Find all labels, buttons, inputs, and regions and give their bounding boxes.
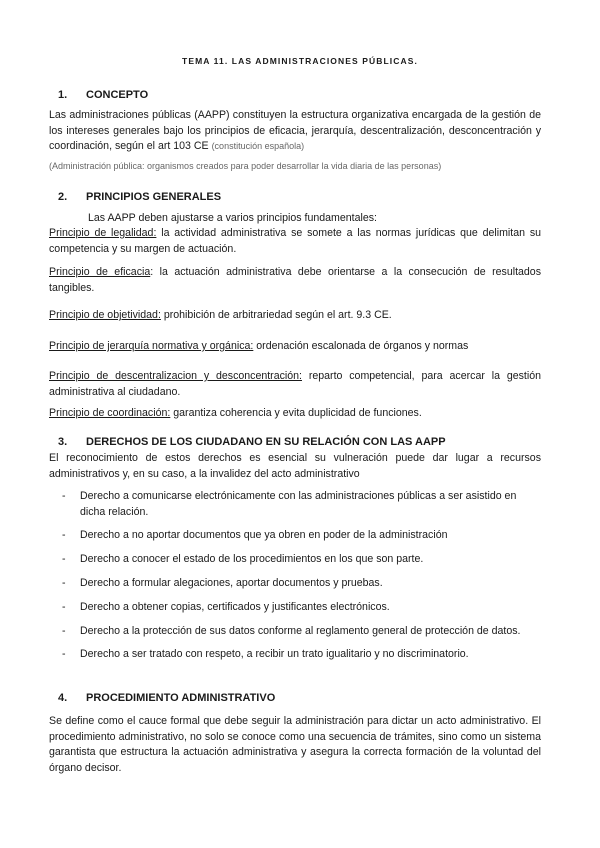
bullet-dash: -	[62, 600, 66, 613]
principle-item	[49, 308, 541, 324]
principle-text: la actividad administrativa se somete a las normas jurídicas que delimitan su competencia y su margen de actuación.	[49, 227, 542, 255]
bullet-dash: -	[62, 576, 66, 589]
bullet-dash: -	[62, 624, 66, 637]
procedure-paragraph: Se define como el cauce formal que debe seguir la administración para dictar un acto administrativo. El procedimiento administrativo, no solo se conoce como una secuencia de trámites, sino como un sistema garantista que estructura la actuación administrativa y asegura la correcta formación de la voluntad del órgano decisor.	[49, 715, 541, 774]
principle-name: Principio de objetividad:	[49, 309, 161, 321]
rights-intro: El reconocimiento de estos derechos es esencial su vulneración puede dar lugar a recursos administrativos y, en su caso, a la invalidez del acto administrativo	[49, 452, 541, 480]
section-2-title: PRINCIPIOS GENERALES	[86, 191, 222, 203]
list-item	[62, 576, 544, 592]
principle-text: garantiza coherencia y evita duplicidad de funciones.	[170, 407, 422, 419]
principle-name: Principio de coordinación:	[49, 407, 171, 419]
principle-item	[49, 369, 541, 400]
principle-item	[49, 265, 541, 296]
section-3-title: DERECHOS DE LOS CIUDADANO EN SU RELACIÓN CON LAS AAPP	[86, 436, 446, 448]
section-4-heading	[58, 692, 275, 704]
section-1-title: CONCEPTO	[86, 89, 149, 101]
principle-item	[49, 339, 541, 355]
principle-item	[49, 406, 541, 422]
rights-list	[62, 489, 544, 671]
principle-text: : la actuación administrativa debe orientarse a la consecución de resultados tangibles.	[49, 266, 541, 294]
document-title: TEMA 11. LAS ADMINISTRACIONES PÚBLICAS.	[182, 56, 418, 66]
bullet-dash: -	[62, 529, 66, 542]
principles-intro: Las AAPP deben ajustarse a varios principios fundamentales:	[88, 212, 377, 224]
list-item	[62, 489, 544, 520]
principle-item	[49, 226, 541, 257]
section-2-heading	[58, 191, 221, 203]
principle-text: ordenación escalonada de órganos y normas	[253, 340, 469, 352]
concept-text: Las administraciones públicas (AAPP) constituyen la estructura organizativa encargada de la gestión de los intereses generales bajo los principios de eficacia, jerarquía, descentralización, desconcentración y coordinación, según el art 103 CE	[49, 109, 541, 153]
concept-parenthetical: (constitución española)	[211, 141, 305, 152]
list-item	[62, 528, 544, 544]
right-text: Derecho a conocer el estado de los procedimientos en los que son parte.	[80, 553, 424, 566]
bullet-dash: -	[62, 553, 66, 566]
section-1-paragraph	[49, 108, 541, 155]
principle-name: Principio de jerarquía normativa y orgánica:	[49, 340, 254, 352]
right-text: Derecho a formular alegaciones, aportar documentos y pruebas.	[80, 576, 383, 589]
principle-name: Principio de descentralizacion y desconcentración:	[49, 370, 302, 382]
section-1-number: 1.	[58, 89, 68, 101]
list-item	[62, 552, 544, 568]
section-4-number: 4.	[58, 692, 68, 704]
right-text: Derecho a obtener copias, certificados y justificantes electrónicos.	[80, 600, 390, 613]
concept-note: (Administración pública: organismos creados para poder desarrollar la vida diaria de las personas)	[49, 161, 442, 171]
section-2-number: 2.	[58, 191, 68, 203]
principle-text: reparto competencial, para acercar la gestión administrativa al ciudadano.	[49, 370, 541, 398]
right-text: Derecho a ser tratado con respeto, a recibir un trato igualitario y no discriminatorio.	[80, 648, 469, 661]
right-text: Derecho a la protección de sus datos conforme al reglamento general de protección de datos.	[80, 624, 521, 637]
principle-name: Principio de eficacia	[49, 266, 151, 278]
section-3-number: 3.	[58, 436, 68, 448]
list-item	[62, 624, 544, 640]
principle-name: Principio de legalidad:	[49, 227, 157, 239]
right-text: Derecho a no aportar documentos que ya obren en poder de la administración	[80, 529, 448, 542]
bullet-dash: -	[62, 648, 66, 661]
section-3-heading	[58, 436, 446, 448]
principle-text: prohibición de arbitrariedad según el art. 9.3 CE.	[160, 309, 392, 321]
right-text: Derecho a comunicarse electrónicamente con las administraciones públicas a ser asistido en dicha relación.	[80, 490, 517, 518]
section-1-heading	[58, 89, 148, 101]
section-4-title: PROCEDIMIENTO ADMINISTRATIVO	[86, 692, 276, 704]
bullet-dash: -	[62, 490, 66, 502]
list-item	[62, 600, 544, 616]
list-item	[62, 647, 544, 663]
